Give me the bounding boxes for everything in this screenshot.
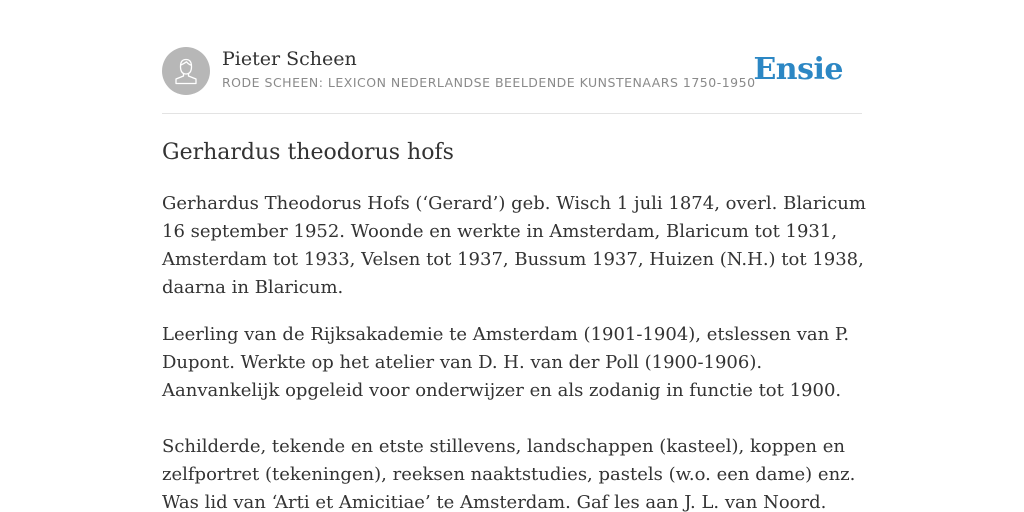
source-lexicon[interactable]: RODE SCHEEN: LEXICON NEDERLANDSE BEELDENDE KUNSTENAARS 1750-1950 bbox=[222, 75, 756, 90]
ensie-logo[interactable]: Ensie bbox=[753, 52, 843, 87]
user-silhouette-icon bbox=[162, 47, 210, 95]
avatar[interactable] bbox=[162, 47, 210, 95]
article-body bbox=[162, 190, 867, 512]
article-paragraph: Schilderde, tekende en etste stillevens, landschappen (kasteel), koppen en zelfportret (tekeningen), reeksen naaktstudies, pastels (w.o. een dame) enz. Was lid van ‘Arti et Amicitiae’ te Amsterdam. Gaf les aan J. L. van Noord. bbox=[162, 436, 856, 512]
article-paragraph: Leerling van de Rijksakademie te Amsterdam (1901-1904), etslessen van P. Dupont. Werkte op het atelier van D. H. van der Poll (1900-1906). Aanvankelijk opgeleid voor onderwijzer en als zodanig in functie tot 1900. bbox=[162, 324, 850, 401]
header-divider bbox=[162, 113, 862, 114]
article-paragraph: Gerhardus Theodorus Hofs (‘Gerard’) geb. Wisch 1 juli 1874, overl. Blaricum 16 september 1952. Woonde en werkte in Amsterdam, Blaricum tot 1931, Amsterdam tot 1933, Velsen tot 1937, Bussum 1937, Huizen (N.H.) tot 1938, daarna in Blaricum. bbox=[162, 193, 866, 298]
article-header bbox=[162, 47, 862, 95]
page-title: Gerhardus theodorus hofs bbox=[162, 140, 454, 165]
author-name[interactable]: Pieter Scheen bbox=[222, 48, 357, 70]
